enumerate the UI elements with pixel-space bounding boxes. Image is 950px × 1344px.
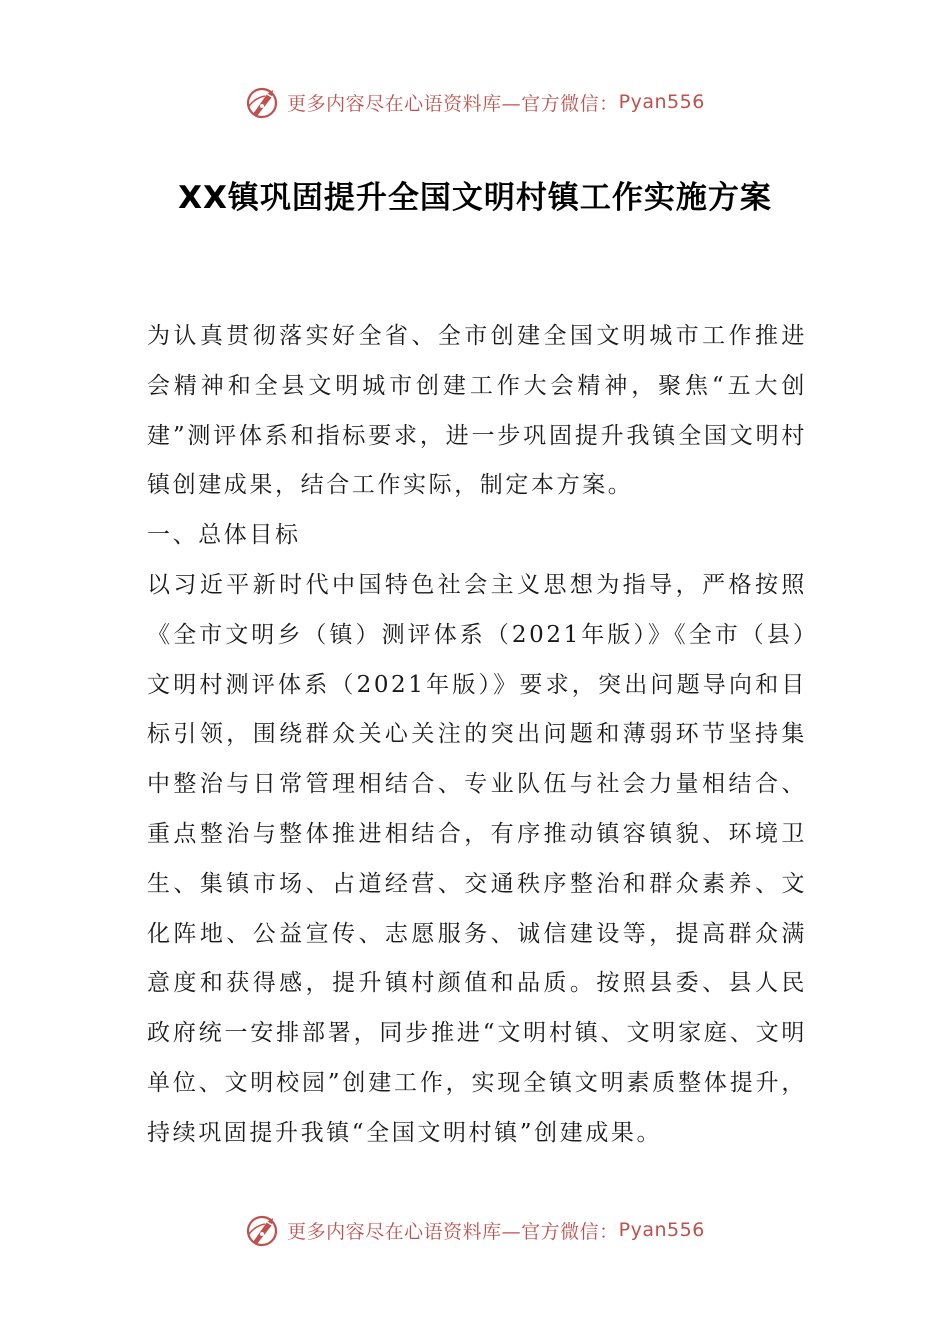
- watermark-text: 更多内容尽在心语资料库—官方微信：: [287, 92, 619, 115]
- header-watermark: [0, 82, 950, 122]
- watermark-wechat-id: Pyan556: [618, 91, 705, 113]
- document-body: [147, 312, 807, 1159]
- footer-watermark: [0, 1210, 950, 1250]
- watermark-wechat-id: Pyan556: [618, 1219, 705, 1241]
- watermark-text: 更多内容尽在心语资料库—官方微信：: [287, 1220, 619, 1243]
- pen-nib-logo-icon: [245, 1212, 281, 1248]
- document-title: XX镇巩固提升全国文明村镇工作实施方案: [178, 180, 772, 216]
- intro-paragraph: 为认真贯彻落实好全省、全市创建全国文明城市工作推进会精神和全县文明城市创建工作大会精神，聚焦“五大创建”测评体系和指标要求，进一步巩固提升我镇全国文明村镇创建成果，结合工作实际，制定本方案。: [147, 323, 807, 499]
- section-heading: 一、总体目标: [147, 522, 301, 549]
- pen-nib-logo-icon: [245, 84, 281, 120]
- body-paragraph: 以习近平新时代中国特色社会主义思想为指导，严格按照《全市文明乡（镇）测评体系（2021年版）》《全市（县）文明村测评体系（2021年版）》要求，突出问题导向和目标引领，围绕群众关心关注的突出问题和薄弱环节坚持集中整治与日常管理相结合、专业队伍与社会力量相结合、重点整治与整体推进相结合，有序推动镇容镇貌、环境卫生、集镇市场、占道经营、交通秩序整治和群众素养、文化阵地、公益宣传、志愿服务、诚信建设等，提高群众满意度和获得感，提升镇村颜值和品质。按照县委、县人民政府统一安排部署，同步推进“文明村镇、文明家庭、文明单位、文明校园”创建工作，实现全镇文明素质整体提升，持续巩固提升我镇“全国文明村镇”创建成果。: [147, 571, 807, 1146]
